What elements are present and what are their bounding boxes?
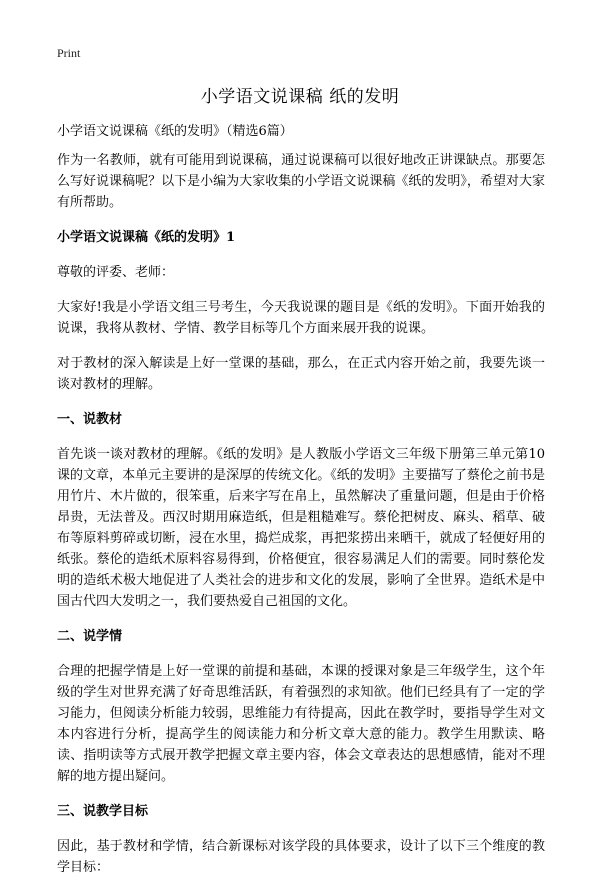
heading-students: 二、说学情 — [57, 629, 123, 644]
section-title: 小学语文说课稿《纸的发明》1 — [57, 230, 236, 245]
transition-paragraph: 对于教材的深入解读是上好一堂课的基础，那么，在正式内容开始之前，我要先谈一谈对教材的理解。 — [57, 356, 545, 392]
textbook-paragraph: 首先谈一谈对教材的理解。《纸的发明》是人教版小学语文三年级下册第三单元第10课的文章，本单元主要讲的是深厚的传统文化。《纸的发明》主要描写了蔡伦之前书是用竹片、木片做的，很笨重，后来字写在帛上，虽然解决了重量问题，但是由于价格昂贵，无法普及。西汉时期用麻造纸，但是粗糙难写。蔡伦把树皮、麻头、稻草、破布等原料剪碎或切断，浸在水里，捣烂成浆，再把浆捞出来晒干，就成了轻便好用的纸张。蔡伦的造纸术原料容易得到，价格便宜，很容易满足人们的需要。同时蔡伦发明的造纸术极大地促进了人类社会的进步和文化的发展，影响了全世界。造纸术是中国古代四大发明之一，我们要热爱自己祖国的文化。 — [57, 447, 545, 609]
heading-textbook: 一、说教材 — [57, 412, 123, 427]
article-body — [57, 121, 545, 892]
opening-paragraph: 大家好!我是小学语文组三号考生，今天我说课的题目是《纸的发明》。下面开始我的说课，我将从教材、学情、教学目标等几个方面来展开我的说课。 — [57, 300, 545, 336]
students-paragraph: 合理的把握学情是上好一堂课的前提和基础，本课的授课对象是三年级学生，这个年级的学生对世界充满了好奇思维活跃，有着强烈的求知欲。他们已经具有了一定的学习能力，但阅读分析能力较弱，思维能力有待提高，因此在教学时，要指导学生对文本内容进行分析，提高学生的阅读能力和分析文章大意的能力。教学生用默读、略读、指明读等方式展开教学把握文章主要内容，体会文章表达的思想感情，能对不理解的地方提出疑问。 — [57, 664, 545, 784]
goals-paragraph: 因此，基于教材和学情，结合新课标对该学段的具体要求，设计了以下三个维度的教学目标： — [57, 839, 545, 875]
article-subtitle: 小学语文说课稿《纸的发明》（精选6篇） — [57, 124, 293, 139]
page-title: 小学语文说课稿 纸的发明 — [200, 87, 400, 107]
intro-paragraph: 作为一名教师，就有可能用到说课稿，通过说课稿可以很好地改正讲课缺点。那要怎么写好说课稿呢？以下是小编为大家收集的小学语文说课稿《纸的发明》，希望对大家有所帮助。 — [57, 153, 545, 210]
heading-goals: 三、说教学目标 — [57, 804, 149, 819]
print-link[interactable]: Print — [57, 46, 81, 60]
greeting-paragraph: 尊敬的评委、老师： — [57, 265, 175, 280]
